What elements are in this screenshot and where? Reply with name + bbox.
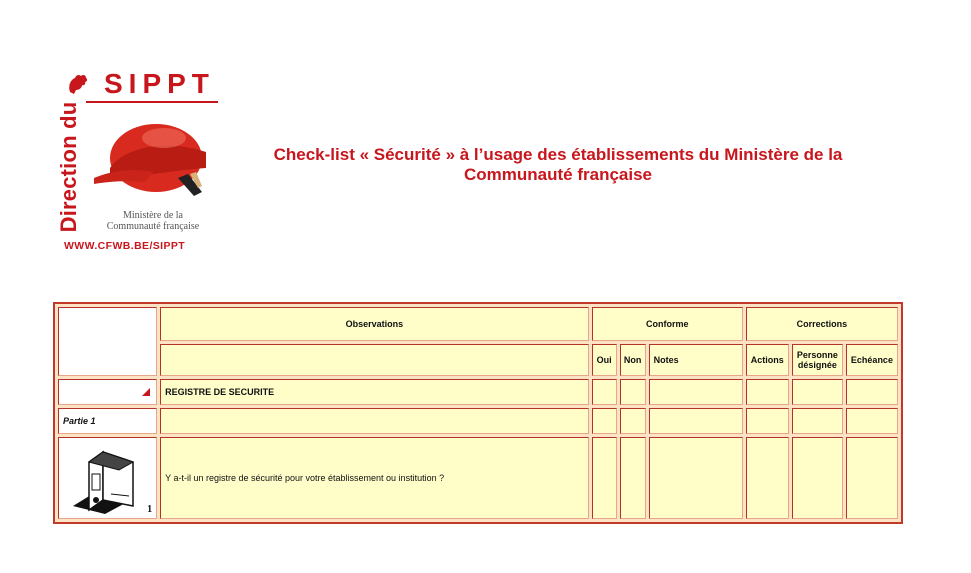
corner-cell (58, 307, 157, 376)
cell-personne[interactable] (792, 437, 843, 519)
checklist-table (53, 302, 903, 524)
vertical-direction-text: Direction du (56, 101, 81, 233)
logo-rule (86, 101, 218, 103)
section-title: REGISTRE DE SECURITE (160, 379, 589, 405)
subheader-non: Non (620, 344, 646, 376)
subheader-observations-blank (160, 344, 589, 376)
cell-non[interactable] (620, 408, 646, 434)
rooster-icon (66, 72, 90, 96)
subheader-echeance: Echéance (846, 344, 898, 376)
cell-oui[interactable] (592, 379, 617, 405)
cell-non[interactable] (620, 379, 646, 405)
page-title: Check-list « Sécurité » à l’usage des établissements du Ministère de la Communauté française (273, 145, 843, 184)
cell-non[interactable] (620, 437, 646, 519)
part-label: Partie 1 (58, 408, 157, 434)
subheader-oui: Oui (592, 344, 617, 376)
header-conforme: Conforme (592, 307, 743, 341)
website-url: WWW.CFWB.BE/SIPPT (64, 240, 186, 252)
question-image-cell (58, 437, 157, 519)
question-number: 1 (147, 504, 153, 515)
header-corrections: Corrections (746, 307, 898, 341)
cell-actions[interactable] (746, 379, 789, 405)
cell-oui[interactable] (592, 408, 617, 434)
cell-notes[interactable] (649, 408, 743, 434)
part-row (58, 408, 898, 434)
cell-notes[interactable] (649, 437, 743, 519)
cell-actions[interactable] (746, 437, 789, 519)
section-row (58, 379, 898, 405)
cell-echeance[interactable] (846, 437, 898, 519)
cell-personne[interactable] (792, 379, 843, 405)
subheader-notes: Notes (649, 344, 743, 376)
subheader-personne-designee: Personne désignée (792, 344, 843, 376)
part-observation-cell (160, 408, 589, 434)
cell-echeance[interactable] (846, 408, 898, 434)
triangle-corner-icon (142, 388, 150, 396)
question-text: Y a-t-il un registre de sécurité pour votre établissement ou institution ? (160, 437, 589, 519)
hard-hat-icon (94, 108, 212, 200)
cell-oui[interactable] (592, 437, 617, 519)
ministry-name: Ministère de la Communauté française (106, 210, 200, 232)
header-observations: Observations (160, 307, 589, 341)
brand-name: SIPPT (104, 68, 215, 99)
question-row (58, 437, 898, 519)
binder-icon (69, 444, 147, 514)
cell-notes[interactable] (649, 379, 743, 405)
cell-personne[interactable] (792, 408, 843, 434)
sippt-logo (58, 68, 220, 254)
cell-echeance[interactable] (846, 379, 898, 405)
cell-actions[interactable] (746, 408, 789, 434)
section-marker-cell (58, 379, 157, 405)
subheader-actions: Actions (746, 344, 789, 376)
